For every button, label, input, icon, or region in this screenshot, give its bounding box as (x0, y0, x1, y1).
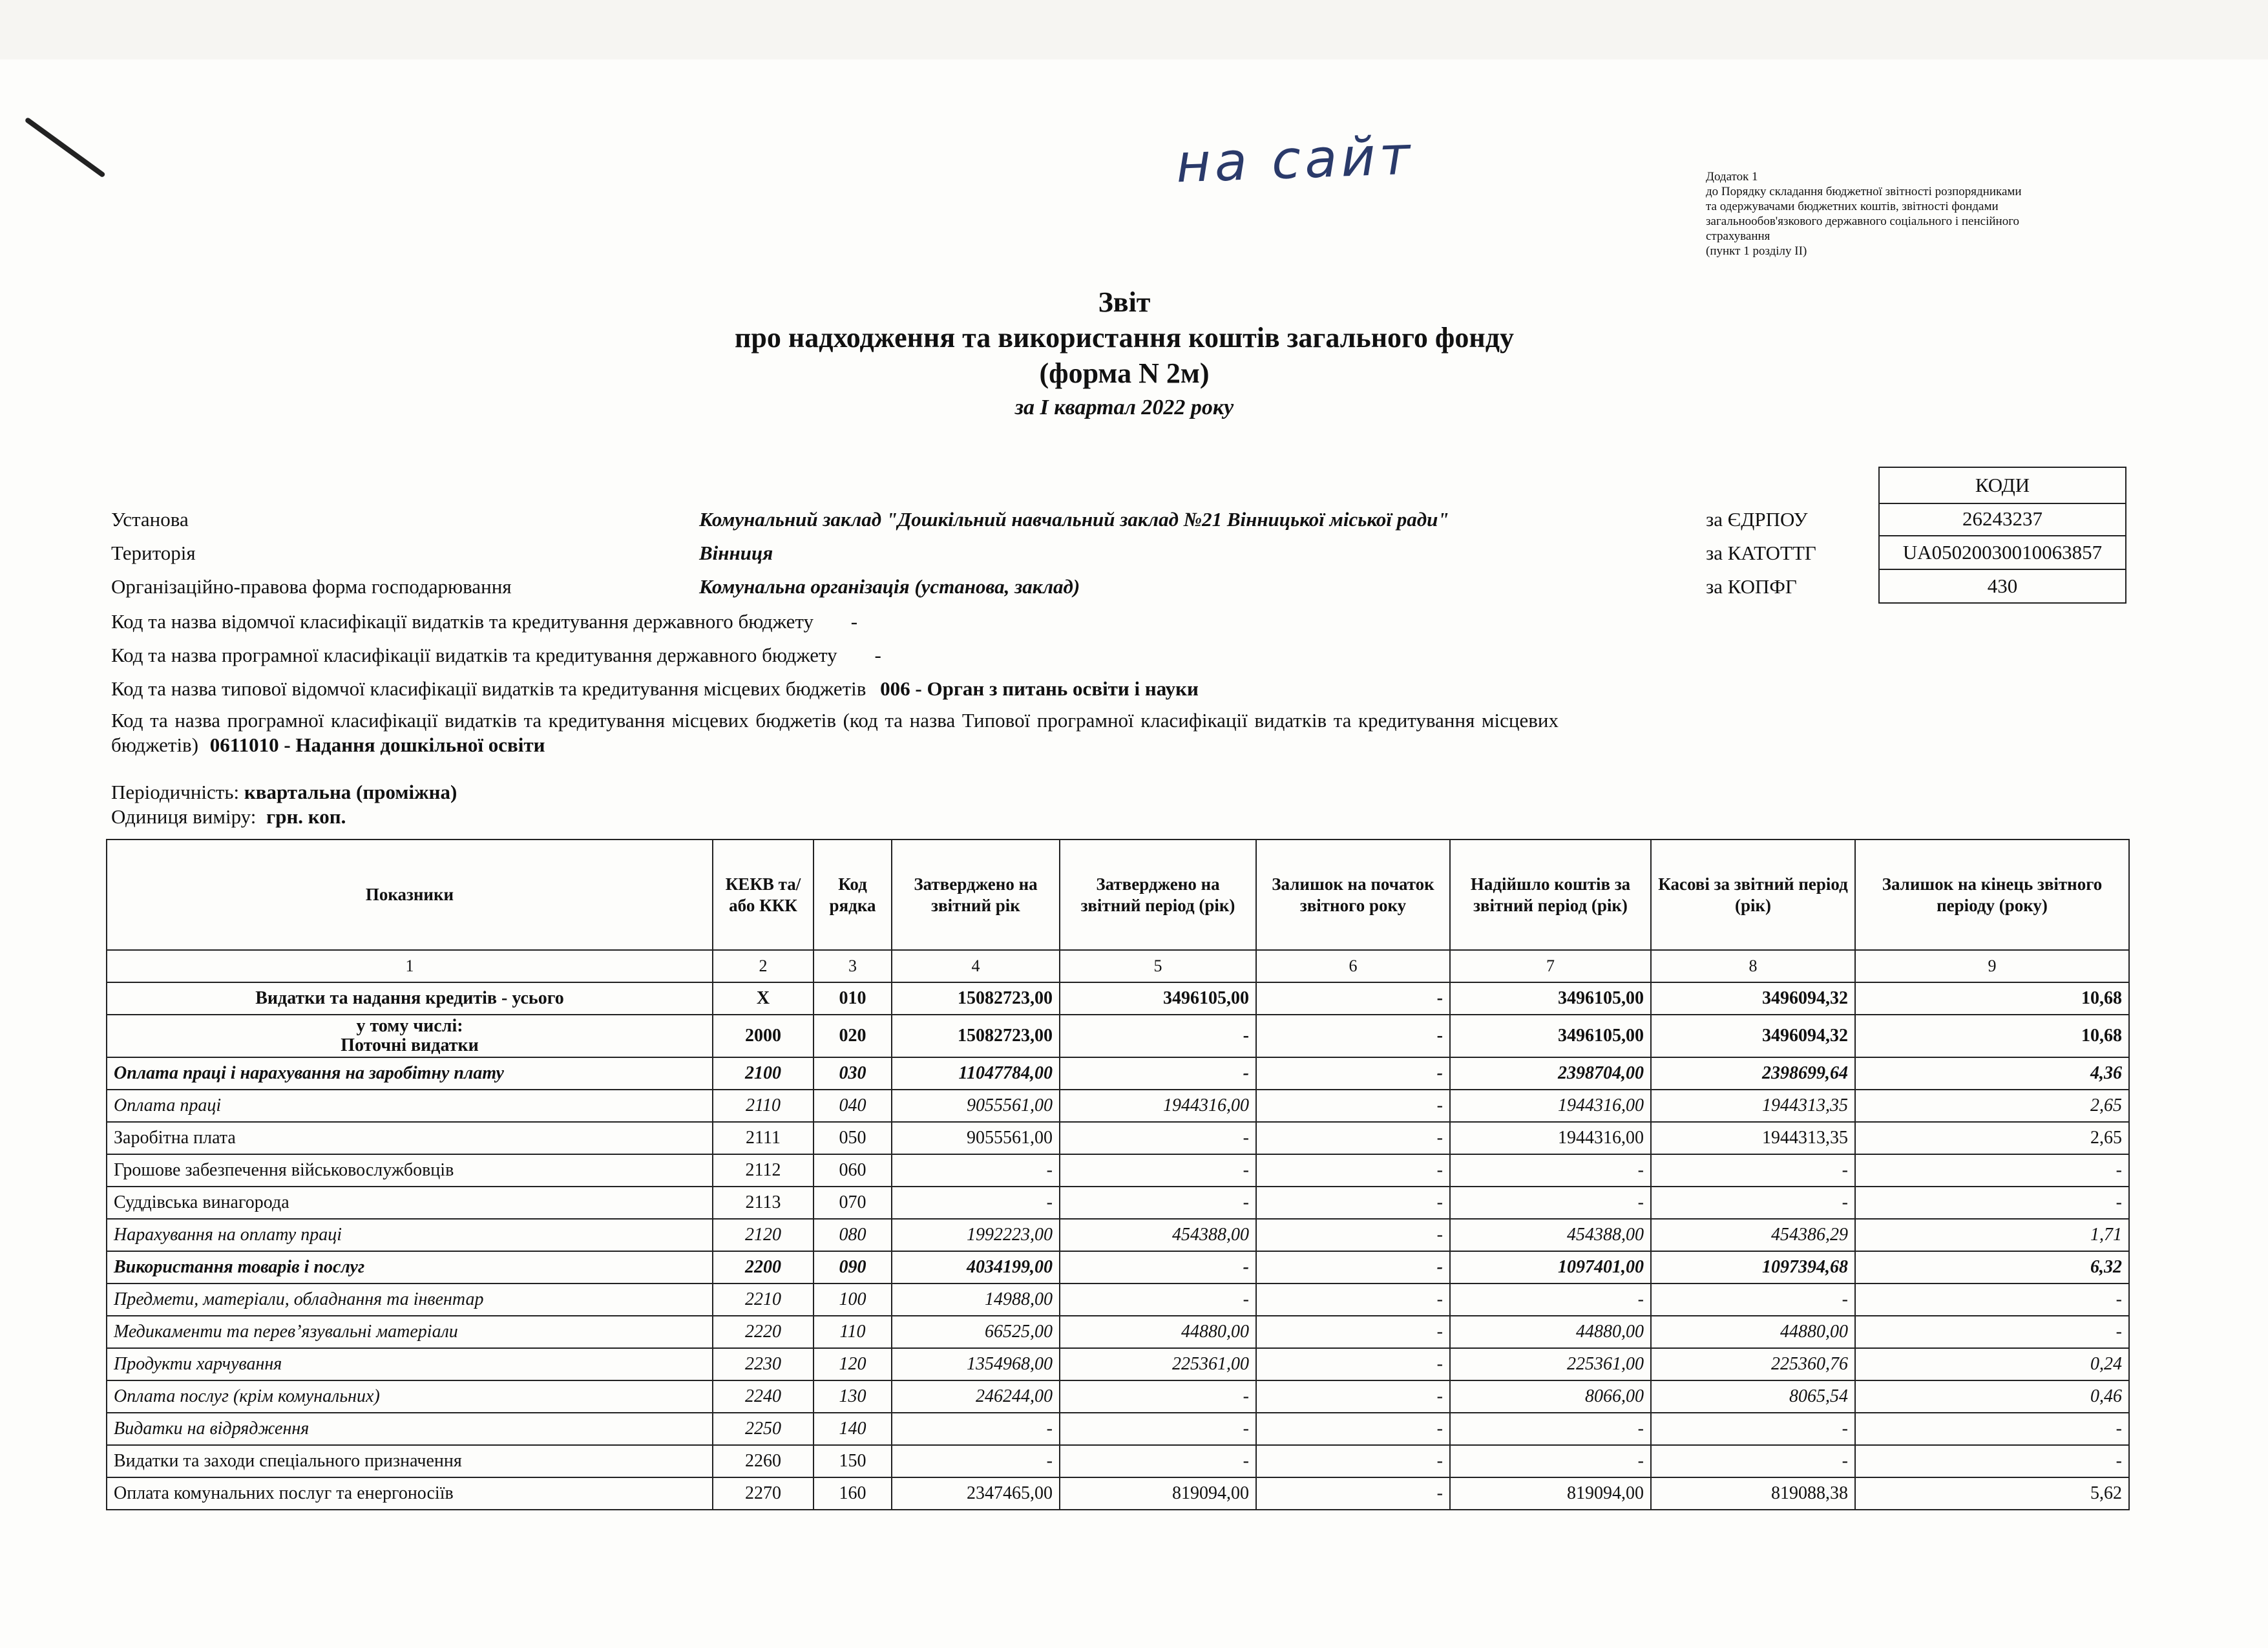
kopfg-label: за КОПФГ (1706, 575, 1797, 598)
row-approved-period: 454388,00 (1060, 1219, 1256, 1251)
row-received: - (1450, 1284, 1651, 1316)
col-number: 8 (1651, 950, 1855, 982)
col-number: 7 (1450, 950, 1651, 982)
row-code: 140 (814, 1413, 892, 1445)
row-name: Оплата послуг (крім комунальних) (107, 1380, 713, 1413)
row-end-balance: 2,65 (1855, 1122, 2129, 1154)
appendix-line: загальнообов'язкового державного соціального і пенсійного (1706, 215, 2020, 228)
unit (111, 805, 346, 829)
row-name: Оплата комунальних послуг та енергоносіїв (107, 1477, 713, 1510)
codes-header: КОДИ (1878, 467, 2126, 504)
row-approved-year: 14988,00 (892, 1284, 1060, 1316)
row-name: Видатки на відрядження (107, 1413, 713, 1445)
row-kekv: X (713, 982, 814, 1015)
row-name: Заробітна плата (107, 1122, 713, 1154)
row-end-balance: 0,46 (1855, 1380, 2129, 1413)
row-cash: - (1651, 1187, 1855, 1219)
row-approved-year: 246244,00 (892, 1380, 1060, 1413)
row-approved-period: - (1060, 1445, 1256, 1477)
col-header: Залишок на кінець звітного періоду (року) (1855, 840, 2129, 950)
dept-class-value: - (850, 610, 858, 633)
row-start-balance: - (1256, 1251, 1450, 1284)
row-cash: - (1651, 1413, 1855, 1445)
row-received: 3496105,00 (1450, 982, 1651, 1015)
row-code: 060 (814, 1154, 892, 1187)
row-kekv: 2200 (713, 1251, 814, 1284)
row-kekv: 2113 (713, 1187, 814, 1219)
row-kekv: 2220 (713, 1316, 814, 1348)
row-kekv: 2120 (713, 1219, 814, 1251)
col-header: Надійшло коштів за звітний період (рік) (1450, 840, 1651, 950)
row-kekv: 2000 (713, 1015, 814, 1057)
row-received: - (1450, 1413, 1651, 1445)
row-approved-year: 1354968,00 (892, 1348, 1060, 1380)
row-kekv: 2250 (713, 1413, 814, 1445)
appendix-note (1706, 169, 2119, 259)
row-received: 454388,00 (1450, 1219, 1651, 1251)
row-approved-year: 1992223,00 (892, 1219, 1060, 1251)
col-header: Код рядка (814, 840, 892, 950)
table-row (107, 1187, 2129, 1219)
row-approved-period: 225361,00 (1060, 1348, 1256, 1380)
row-approved-year: 2347465,00 (892, 1477, 1060, 1510)
row-name: Використання товарів і послуг (107, 1251, 713, 1284)
table-row (107, 1154, 2129, 1187)
row-start-balance: - (1256, 1057, 1450, 1090)
row-name: Грошове забезпечення військовослужбовців (107, 1154, 713, 1187)
row-kekv: 2111 (713, 1122, 814, 1154)
row-name: Суддівська винагорода (107, 1187, 713, 1219)
local-prog-value: 0611010 - Надання дошкільної освіти (209, 734, 545, 756)
col-number: 6 (1256, 950, 1450, 982)
report-table (106, 839, 2130, 1510)
row-received: 1097401,00 (1450, 1251, 1651, 1284)
row-approved-period: - (1060, 1413, 1256, 1445)
row-end-balance: 6,32 (1855, 1251, 2129, 1284)
row-code: 160 (814, 1477, 892, 1510)
row-name: Продукти харчування (107, 1348, 713, 1380)
title-line: (форма N 2м) (1039, 357, 1210, 389)
territory-value: Вінниця (699, 542, 773, 564)
institution-value: Комунальний заклад "Дошкільний навчальний заклад №21 Вінницької міської ради" (699, 508, 1449, 531)
row-approved-year: 4034199,00 (892, 1251, 1060, 1284)
prog-class-label: Код та назва програмної класифікації видатків та кредитування державного бюджету (111, 644, 837, 666)
row-code: 080 (814, 1219, 892, 1251)
row-cash: 1944313,35 (1651, 1090, 1855, 1122)
table-row (107, 1251, 2129, 1284)
col-number: 9 (1855, 950, 2129, 982)
col-header: Затверджено на звітний рік (892, 840, 1060, 950)
row-name: Видатки та надання кредитів - усього (107, 982, 713, 1015)
row-approved-period: - (1060, 1187, 1256, 1219)
row-start-balance: - (1256, 1122, 1450, 1154)
org-form-value: Комунальна організація (установа, заклад) (699, 575, 1080, 598)
row-end-balance: - (1855, 1284, 2129, 1316)
table-row (107, 1057, 2129, 1090)
row-name: Нарахування на оплату праці (107, 1219, 713, 1251)
row-approved-year: 11047784,00 (892, 1057, 1060, 1090)
unit-value: грн. коп. (266, 805, 346, 828)
row-received: 8066,00 (1450, 1380, 1651, 1413)
row-end-balance: 10,68 (1855, 982, 2129, 1015)
prog-classification (111, 644, 881, 667)
table-row (107, 1445, 2129, 1477)
row-start-balance: - (1256, 1413, 1450, 1445)
col-header: КЕКВ та/або ККК (713, 840, 814, 950)
table-body (107, 982, 2129, 1510)
handwritten-note: на сайт (1175, 125, 1415, 195)
table-row (107, 982, 2129, 1015)
row-kekv: 2230 (713, 1348, 814, 1380)
table-row (107, 1380, 2129, 1413)
table-row (107, 1413, 2129, 1445)
row-cash: 3496094,32 (1651, 1015, 1855, 1057)
column-number-row (107, 950, 2129, 982)
table-row (107, 1284, 2129, 1316)
kopfg-code: 430 (1878, 570, 2126, 604)
col-header: Показники (107, 840, 713, 950)
row-approved-period: - (1060, 1380, 1256, 1413)
row-start-balance: - (1256, 1380, 1450, 1413)
row-code: 010 (814, 982, 892, 1015)
row-kekv: 2260 (713, 1445, 814, 1477)
col-number: 1 (107, 950, 713, 982)
col-header: Касові за звітний період (рік) (1651, 840, 1855, 950)
row-code: 090 (814, 1251, 892, 1284)
col-header: Залишок на початок звітного року (1256, 840, 1450, 950)
table-header-row (107, 840, 2129, 950)
row-received: 3496105,00 (1450, 1015, 1651, 1057)
row-approved-period: 819094,00 (1060, 1477, 1256, 1510)
row-cash: 225360,76 (1651, 1348, 1855, 1380)
row-end-balance: - (1855, 1413, 2129, 1445)
row-kekv: 2240 (713, 1380, 814, 1413)
appendix-line: до Порядку складання бюджетної звітності розпорядниками (1706, 185, 2022, 198)
row-approved-year: - (892, 1154, 1060, 1187)
table-row (107, 1122, 2129, 1154)
row-cash: 454386,29 (1651, 1219, 1855, 1251)
row-approved-year: 15082723,00 (892, 1015, 1060, 1057)
row-end-balance: - (1855, 1445, 2129, 1477)
periodicity (111, 781, 457, 804)
row-approved-period: - (1060, 1251, 1256, 1284)
table-row (107, 1316, 2129, 1348)
appendix-line: та одержувачами бюджетних коштів, звітності фондами (1706, 200, 1999, 213)
col-number: 4 (892, 950, 1060, 982)
row-name: Оплата праці і нарахування на заробітну плату (107, 1057, 713, 1090)
row-code: 110 (814, 1316, 892, 1348)
unit-label: Одиниця виміру: (111, 805, 257, 828)
typical-dept-label: Код та назва типової відомчої класифікації видатків та кредитування місцевих бюджетів (111, 677, 866, 700)
row-code: 040 (814, 1090, 892, 1122)
row-name: у тому числі: Поточні видатки (107, 1015, 713, 1057)
row-end-balance: 10,68 (1855, 1015, 2129, 1057)
report-period: за I квартал 2022 року (1014, 396, 1234, 419)
row-start-balance: - (1256, 1445, 1450, 1477)
row-name: Предмети, матеріали, обладнання та інвентар (107, 1284, 713, 1316)
row-start-balance: - (1256, 1015, 1450, 1057)
col-number: 2 (713, 950, 814, 982)
row-code: 120 (814, 1348, 892, 1380)
row-approved-period: - (1060, 1154, 1256, 1187)
row-start-balance: - (1256, 1477, 1450, 1510)
row-approved-year: 9055561,00 (892, 1122, 1060, 1154)
row-approved-period: - (1060, 1057, 1256, 1090)
row-end-balance: - (1855, 1187, 2129, 1219)
row-approved-year: 9055561,00 (892, 1090, 1060, 1122)
table-row (107, 1090, 2129, 1122)
row-code: 020 (814, 1015, 892, 1057)
row-received: - (1450, 1154, 1651, 1187)
row-end-balance: 0,24 (1855, 1348, 2129, 1380)
table-row (107, 1477, 2129, 1510)
row-approved-period: 3496105,00 (1060, 982, 1256, 1015)
row-start-balance: - (1256, 1284, 1450, 1316)
appendix-line: (пункт 1 розділу II) (1706, 244, 1807, 258)
row-code: 050 (814, 1122, 892, 1154)
row-name: Медикаменти та перев’язувальні матеріали (107, 1316, 713, 1348)
edrpou-label: за ЄДРПОУ (1706, 508, 1808, 531)
row-approved-year: 66525,00 (892, 1316, 1060, 1348)
row-approved-period: 44880,00 (1060, 1316, 1256, 1348)
row-approved-year: 15082723,00 (892, 982, 1060, 1015)
appendix-line: страхування (1706, 229, 1770, 243)
row-cash: 819088,38 (1651, 1477, 1855, 1510)
typical-dept-classification (111, 677, 1199, 701)
row-code: 150 (814, 1445, 892, 1477)
row-code: 070 (814, 1187, 892, 1219)
row-cash: 2398699,64 (1651, 1057, 1855, 1090)
row-code: 030 (814, 1057, 892, 1090)
prog-class-value: - (874, 644, 881, 666)
dept-classification (111, 610, 857, 633)
row-start-balance: - (1256, 982, 1450, 1015)
local-prog-label: Код та назва програмної класифікації видатків та кредитування місцевих бюджетів (код та назва Типової програмної класифікації видатків та кредитування місцевих бюджетів) (111, 709, 1559, 756)
row-end-balance: - (1855, 1154, 2129, 1187)
row-received: 225361,00 (1450, 1348, 1651, 1380)
row-kekv: 2112 (713, 1154, 814, 1187)
row-end-balance: 1,71 (1855, 1219, 2129, 1251)
row-cash: - (1651, 1445, 1855, 1477)
row-approved-period: - (1060, 1015, 1256, 1057)
row-approved-period: 1944316,00 (1060, 1090, 1256, 1122)
table-row (107, 1015, 2129, 1057)
row-code: 130 (814, 1380, 892, 1413)
org-form-label: Організаційно-правова форма господарювання (111, 575, 512, 598)
row-received: 1944316,00 (1450, 1090, 1651, 1122)
row-end-balance: 4,36 (1855, 1057, 2129, 1090)
row-end-balance: 5,62 (1855, 1477, 2129, 1510)
edrpou-code: 26243237 (1878, 503, 2126, 536)
row-start-balance: - (1256, 1187, 1450, 1219)
row-kekv: 2270 (713, 1477, 814, 1510)
territory-label: Територія (111, 542, 196, 564)
row-name: Оплата праці (107, 1090, 713, 1122)
row-cash: 3496094,32 (1651, 982, 1855, 1015)
row-approved-year: - (892, 1413, 1060, 1445)
institution-label: Установа (111, 508, 189, 531)
table-row (107, 1348, 2129, 1380)
periodicity-label: Періодичність: (111, 781, 240, 803)
dept-class-label: Код та назва відомчої класифікації видатків та кредитування державного бюджету (111, 610, 814, 633)
row-received: 2398704,00 (1450, 1057, 1651, 1090)
row-kekv: 2210 (713, 1284, 814, 1316)
row-start-balance: - (1256, 1316, 1450, 1348)
row-approved-year: - (892, 1445, 1060, 1477)
row-start-balance: - (1256, 1348, 1450, 1380)
table-row (107, 1219, 2129, 1251)
report-title (646, 284, 1602, 391)
row-cash: 44880,00 (1651, 1316, 1855, 1348)
row-approved-year: - (892, 1187, 1060, 1219)
row-received: 44880,00 (1450, 1316, 1651, 1348)
row-received: - (1450, 1187, 1651, 1219)
row-kekv: 2110 (713, 1090, 814, 1122)
row-end-balance: 2,65 (1855, 1090, 2129, 1122)
row-start-balance: - (1256, 1090, 1450, 1122)
row-received: 1944316,00 (1450, 1122, 1651, 1154)
row-approved-period: - (1060, 1284, 1256, 1316)
title-line: Звіт (1098, 286, 1151, 318)
row-cash: 8065,54 (1651, 1380, 1855, 1413)
row-cash: - (1651, 1154, 1855, 1187)
row-name: Видатки та заходи спеціального призначення (107, 1445, 713, 1477)
row-cash: 1944313,35 (1651, 1122, 1855, 1154)
row-start-balance: - (1256, 1219, 1450, 1251)
row-approved-period: - (1060, 1122, 1256, 1154)
row-end-balance: - (1855, 1316, 2129, 1348)
typical-dept-value: 006 - Орган з питань освіти і науки (880, 677, 1199, 700)
col-header: Затверджено на звітний період (рік) (1060, 840, 1256, 950)
appendix-line: Додаток 1 (1706, 170, 1758, 184)
col-number: 3 (814, 950, 892, 982)
row-cash: 1097394,68 (1651, 1251, 1855, 1284)
katottg-code: UA05020030010063857 (1878, 536, 2126, 570)
katottg-label: за КАТОТТГ (1706, 542, 1816, 564)
title-line: про надходження та використання коштів загального фонду (735, 322, 1514, 354)
row-kekv: 2100 (713, 1057, 814, 1090)
local-prog-classification (111, 708, 1559, 757)
row-received: 819094,00 (1450, 1477, 1651, 1510)
row-received: - (1450, 1445, 1651, 1477)
periodicity-value: квартальна (проміжна) (244, 781, 457, 803)
col-number: 5 (1060, 950, 1256, 982)
row-cash: - (1651, 1284, 1855, 1316)
row-start-balance: - (1256, 1154, 1450, 1187)
row-code: 100 (814, 1284, 892, 1316)
